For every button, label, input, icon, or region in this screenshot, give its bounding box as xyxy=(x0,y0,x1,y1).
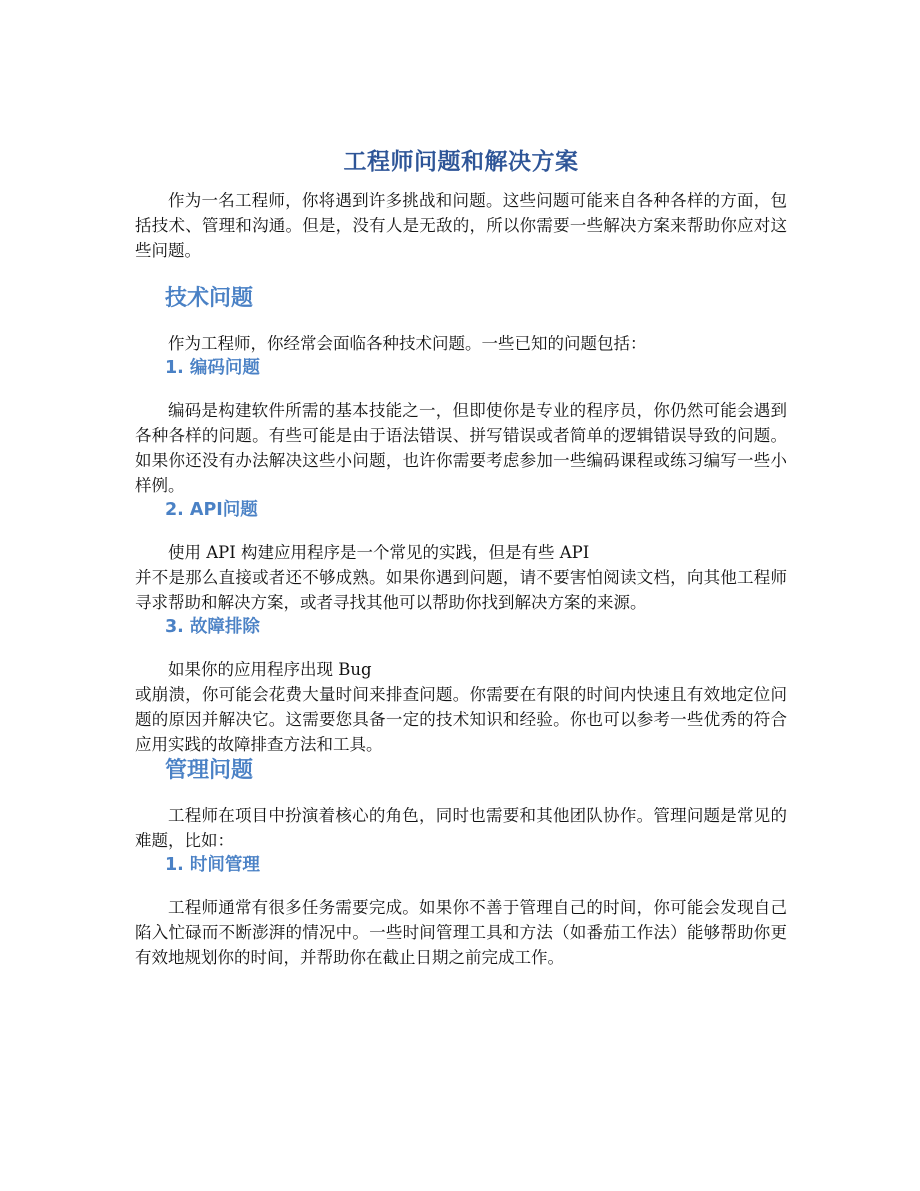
subsection-heading-coding: 1. 编码问题 xyxy=(165,358,260,378)
subsection-text-api-line1: 使用 API 构建应用程序是一个常见的实践，但是有些 API xyxy=(168,543,590,562)
section-intro-management: 工程师在项目中扮演着核心的角色，同时也需要和其他团队协作。管理问题是常见的难题，比如： xyxy=(135,806,787,850)
section-heading-management: 管理问题 xyxy=(165,758,254,783)
subsection-text-troubleshooting-rest: 或崩溃，你可能会花费大量时间来排查问题。你需要在有限的时间内快速且有效地定位问题的原因并解决它。这需要您具备一定的技术知识和经验。你也可以参考一些优秀的符合应用实践的故障排查方法和工具。 xyxy=(135,685,787,754)
subsection-text-coding: 编码是构建软件所需的基本技能之一，但即使你是专业的程序员，你仍然可能会遇到各种各样的问题。有些可能是由于语法错误、拼写错误或者简单的逻辑错误导致的问题。如果你还没有办法解决这些小问题，也许你需要考虑参加一些编码课程或练习编写一些小样例。 xyxy=(135,401,787,495)
subsection-text-api-rest: 并不是那么直接或者还不够成熟。如果你遇到问题，请不要害怕阅读文档，向其他工程师寻求帮助和解决方案，或者寻找其他可以帮助你找到解决方案的来源。 xyxy=(135,568,787,612)
intro-paragraph: 作为一名工程师，你将遇到许多挑战和问题。这些问题可能来自各种各样的方面，包括技术、管理和沟通。但是，没有人是无敌的，所以你需要一些解决方案来帮助你应对这些问题。 xyxy=(135,191,787,260)
document-title: 工程师问题和解决方案 xyxy=(343,149,579,175)
document-page xyxy=(135,143,787,970)
subsection-heading-time-management: 1. 时间管理 xyxy=(165,855,260,875)
section-heading-technical: 技术问题 xyxy=(165,286,254,311)
section-intro-technical: 作为工程师，你经常会面临各种技术问题。一些已知的问题包括： xyxy=(168,334,647,353)
subsection-heading-troubleshooting: 3. 故障排除 xyxy=(165,617,260,637)
subsection-heading-api: 2. API问题 xyxy=(165,500,258,520)
subsection-text-time-management: 工程师通常有很多任务需要完成。如果你不善于管理自己的时间，你可能会发现自己陷入忙碌而不断澎湃的情况中。一些时间管理工具和方法（如番茄工作法）能够帮助你更有效地规划你的时间，并帮助你在截止日期之前完成工作。 xyxy=(135,898,787,967)
subsection-text-troubleshooting-line1: 如果你的应用程序出现 Bug xyxy=(168,660,372,679)
